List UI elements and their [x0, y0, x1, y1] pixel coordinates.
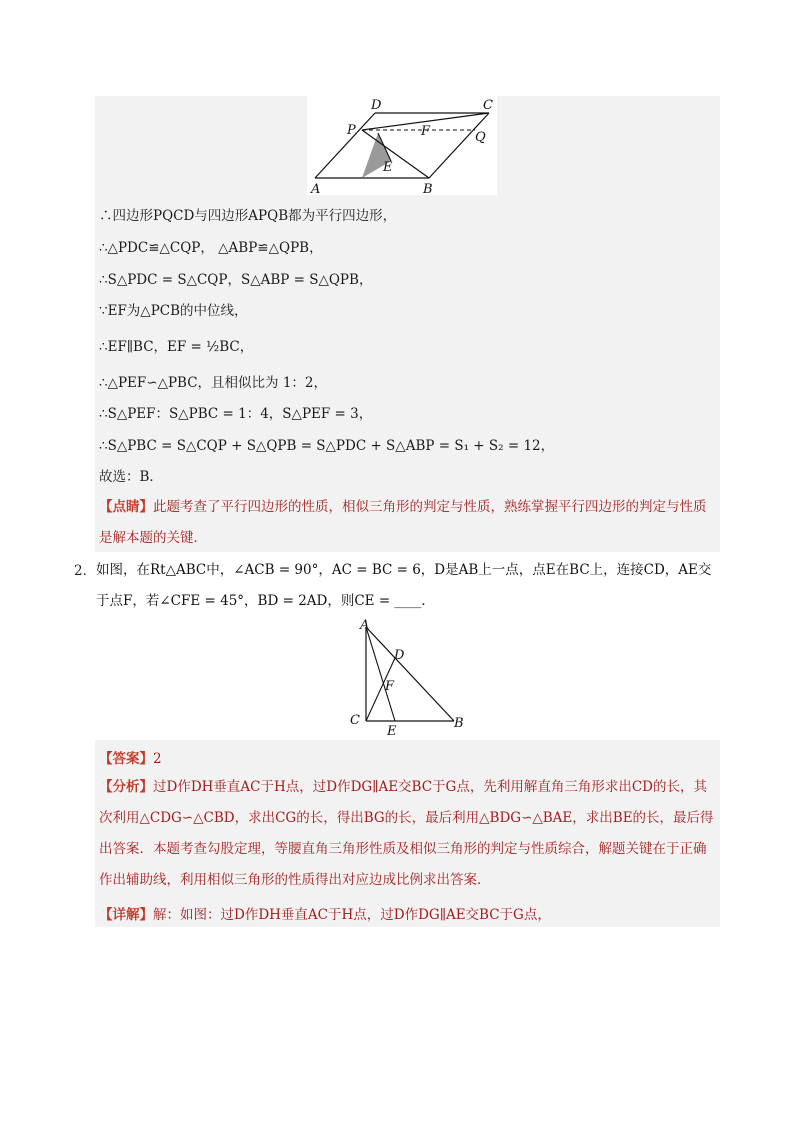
label-q: Q [475, 130, 486, 145]
analysis-block [99, 772, 714, 896]
answer-line [99, 749, 714, 769]
analysis-text: 过D作DH垂直AC于H点，过D作DG∥AE交BC于G点，先利用解直角三角形求出CD的长，其次利用△CDG∽△CBD，求出CG的长，得出BG的长，最后利用△BDG∽△BAE，求出BE的长，最后得出答案．本题考查勾股定理，等腰直角三角形性质及相似三角形的判定与性质综合，解题关键在于正确作出辅助线，利用相似三角形的性质得出对应边成比例求出答案． [99, 779, 714, 888]
solution1-line-7: ∴S△PEF：S△PBC = 1：4，S△PEF = 3， [99, 406, 373, 422]
label-d: D [371, 98, 382, 113]
label-c: C [483, 98, 493, 113]
label-b2: B [454, 716, 464, 731]
answer-tag: 【答案】 [99, 751, 153, 767]
question-number: 2． [74, 563, 97, 579]
label-a: A [311, 182, 321, 195]
solution1-line-5: ∴EF∥BC，EF = ½BC， [99, 339, 254, 355]
label-p: P [347, 123, 356, 138]
answer-value: 2 [153, 751, 162, 767]
solution1-line-9: 故选：B． [99, 469, 163, 485]
comment-text: 此题考查了平行四边形的性质，相似三角形的判定与性质，熟练掌握平行四边形的判定与性质是解本题的关键． [99, 499, 707, 546]
solution1-line-4: ∵EF为△PCB的中位线， [99, 303, 248, 319]
solution1-line-2: ∴△PDC≌△CQP， △ABP≌△QPB， [99, 240, 323, 256]
label-e: E [383, 160, 393, 175]
solution1-line-8: ∴S△PBC = S△CQP + S△QPB = S△PDC + S△ABP = S₁ + S₂ = 12， [99, 438, 555, 454]
question-text: 如图，在Rt△ABC中，∠ACB = 90°，AC = BC = 6，D是AB上一点，点E在BC上，连接CD，AE交于点F，若∠CFE = 45°，BD = 2AD，则CE = ____． [96, 562, 712, 609]
comment-tag: 【点睛】 [99, 499, 153, 515]
detail-tag: 【详解】 [99, 907, 153, 923]
label-b: B [423, 182, 433, 195]
label-f: F [421, 124, 431, 139]
label-d2: D [394, 648, 405, 663]
figure-parallelogram [307, 96, 497, 195]
label-e2: E [387, 724, 397, 737]
detail-text: 解：如图：过D作DH垂直AC于H点，过D作DG∥AE交BC于G点， [153, 907, 551, 923]
solution1-line-6: ∴△PEF∽△PBC，且相似比为 1：2， [99, 375, 328, 391]
detail-line [99, 905, 714, 925]
figure-right-triangle [344, 617, 469, 737]
analysis-tag: 【分析】 [99, 779, 153, 795]
solution1-line-3: ∴S△PDC = S△CQP，S△ABP = S△QPB， [99, 272, 373, 288]
label-a2: A [360, 618, 370, 633]
label-f2: F [385, 679, 395, 694]
label-c2: C [350, 713, 360, 728]
comment-1 [99, 492, 714, 554]
solution1-line-1: ∴四边形PQCD与四边形APQB都为平行四边形， [99, 208, 397, 224]
